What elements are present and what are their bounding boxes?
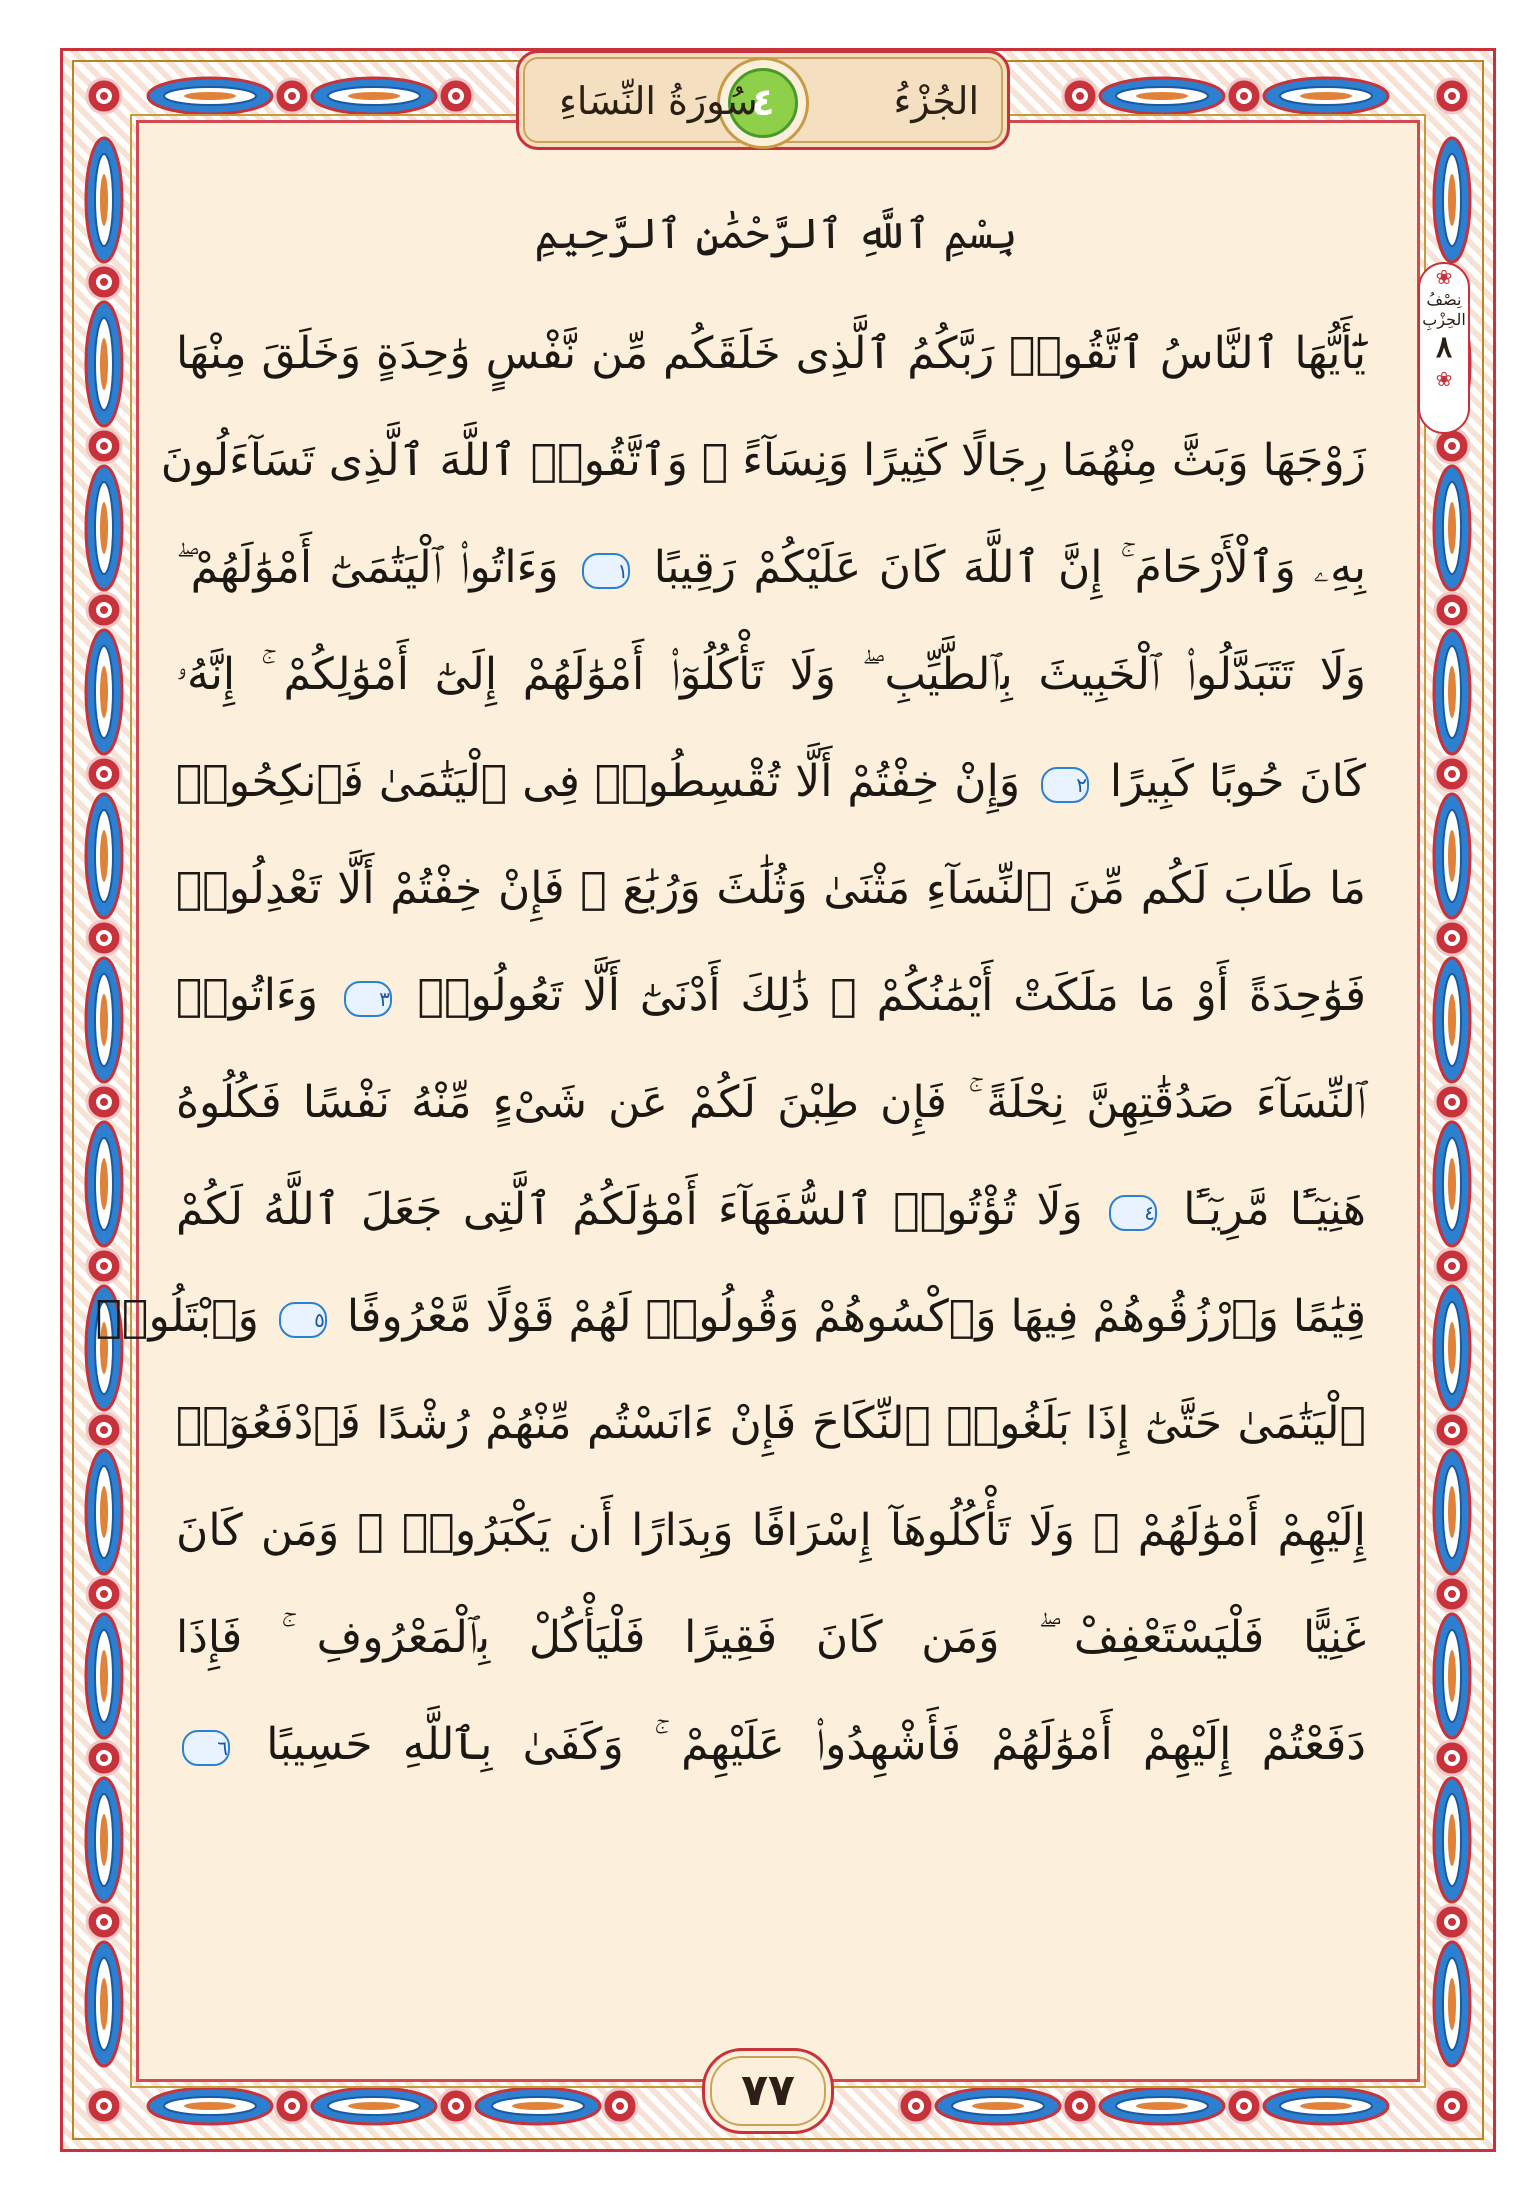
verse-line: وَلَا تَتَبَدَّلُوا۟ ٱلْخَبِيثَ بِٱلطَّيِّبِ ۖ وَلَا تَأْكُلُوٓا۟ أَمْوَٰلَهُمْ إِلَىٰٓ أَمْوَٰلِكُمْ ۚ إِنَّهُۥ — [176, 649, 1366, 700]
flower-icon: ❀ — [1435, 367, 1453, 391]
ayah-number-marker: ٥ — [279, 1302, 327, 1338]
verse-line: هَنِيٓـًٔا مَّرِيٓـًٔا ٤ وَلَا تُؤْتُوا۟ ٱلسُّفَهَآءَ أَمْوَٰلَكُمُ ٱلَّتِى جَعَلَ ٱللَّهُ لَكُمْ — [176, 1184, 1366, 1235]
verse-line: ٱلْيَتَٰمَىٰ حَتَّىٰٓ إِذَا بَلَغُوا۟ ٱلنِّكَاحَ فَإِنْ ءَانَسْتُم مِّنْهُمْ رُشْدًا فَٱدْفَعُوٓا۟ — [176, 1398, 1366, 1449]
flower-icon: ❀ — [1435, 265, 1453, 289]
juz-number: ٤ — [728, 68, 798, 138]
verse-text — [95, 300, 1366, 1798]
verse-line: قِيَٰمًا وَٱرْزُقُوهُمْ فِيهَا وَٱكْسُوهُمْ وَقُولُوا۟ لَهُمْ قَوْلًا مَّعْرُوفًا ٥ وَٱبْتَلُوا۟ — [95, 1291, 1366, 1342]
verse-line: غَنِيًّا فَلْيَسْتَعْفِفْ ۖ وَمَن كَانَ فَقِيرًا فَلْيَأْكُلْ بِٱلْمَعْرُوفِ ۚ فَإِذَا — [176, 1612, 1366, 1663]
verse-line: مَا طَابَ لَكُم مِّنَ ٱلنِّسَآءِ مَثْنَىٰ وَثُلَٰثَ وَرُبَٰعَ ۖ فَإِنْ خِفْتُمْ أَلَّا تَعْدِلُوا۟ — [176, 863, 1366, 914]
header-plaque — [516, 50, 1010, 150]
verse-line: يَٰٓأَيُّهَا ٱلنَّاسُ ٱتَّقُوا۟ رَبَّكُمُ ٱلَّذِى خَلَقَكُم مِّن نَّفْسٍ وَٰحِدَةٍ وَخَلَقَ مِنْهَا — [176, 328, 1366, 379]
ayah-number-marker: ٢ — [1041, 767, 1089, 803]
hizb-marker-number: ٨ — [1435, 330, 1453, 365]
verse-line: فَوَٰحِدَةً أَوْ مَا مَلَكَتْ أَيْمَٰنُكُمْ ۚ ذَٰلِكَ أَدْنَىٰٓ أَلَّا تَعُولُوا۟ ٣ وَءَاتُوا۟ — [176, 970, 1366, 1021]
hizb-marker-text-2: الحِزْبِ — [1422, 310, 1466, 329]
verse-line: زَوْجَهَا وَبَثَّ مِنْهُمَا رِجَالًا كَثِيرًا وَنِسَآءً ۚ وَٱتَّقُوا۟ ٱللَّهَ ٱلَّذِى تَسَآءَلُونَ — [160, 435, 1366, 486]
hizb-marker-text-1: نِصْفُ — [1426, 290, 1462, 309]
verse-line: إِلَيْهِمْ أَمْوَٰلَهُمْ ۖ وَلَا تَأْكُلُوهَآ إِسْرَافًا وَبِدَارًا أَن يَكْبَرُوا۟ ۚ وَمَن كَانَ — [176, 1505, 1366, 1556]
ayah-number-marker: ٦ — [182, 1730, 230, 1766]
ayah-number-marker: ٤ — [1109, 1195, 1157, 1231]
verse-line: ٱلنِّسَآءَ صَدُقَٰتِهِنَّ نِحْلَةً ۚ فَإِن طِبْنَ لَكُمْ عَن شَىْءٍ مِّنْهُ نَفْسًا فَكُلُوهُ — [176, 1077, 1366, 1128]
verse-line: دَفَعْتُمْ إِلَيْهِمْ أَمْوَٰلَهُمْ فَأَشْهِدُوا۟ عَلَيْهِمْ ۚ وَكَفَىٰ بِٱللَّهِ حَسِيبًا ٦ — [176, 1691, 1366, 1798]
juz-label: الجُزْءُ — [893, 79, 979, 123]
ayah-number-marker: ٣ — [344, 981, 392, 1017]
hizb-marker — [1418, 262, 1470, 434]
ayah-number-marker: ١ — [582, 553, 630, 589]
verse-line: بِهِۦ وَٱلْأَرْحَامَ ۚ إِنَّ ٱللَّهَ كَانَ عَلَيْكُمْ رَقِيبًا ١ وَءَاتُوا۟ ٱلْيَتَٰمَىٰٓ أَمْوَٰلَهُمْ ۖ — [176, 542, 1366, 593]
basmala: بِسْمِ ٱللَّهِ ٱلرَّحْمَٰنِ ٱلرَّحِيمِ — [534, 209, 1018, 258]
page-number: ٧٧ — [702, 2048, 834, 2134]
verse-line: كَانَ حُوبًا كَبِيرًا ٢ وَإِنْ خِفْتُمْ أَلَّا تُقْسِطُوا۟ فِى ٱلْيَتَٰمَىٰ فَٱنكِحُوا۟ — [176, 756, 1366, 807]
surah-label: سُورَةُ النِّسَاءِ — [559, 79, 758, 123]
